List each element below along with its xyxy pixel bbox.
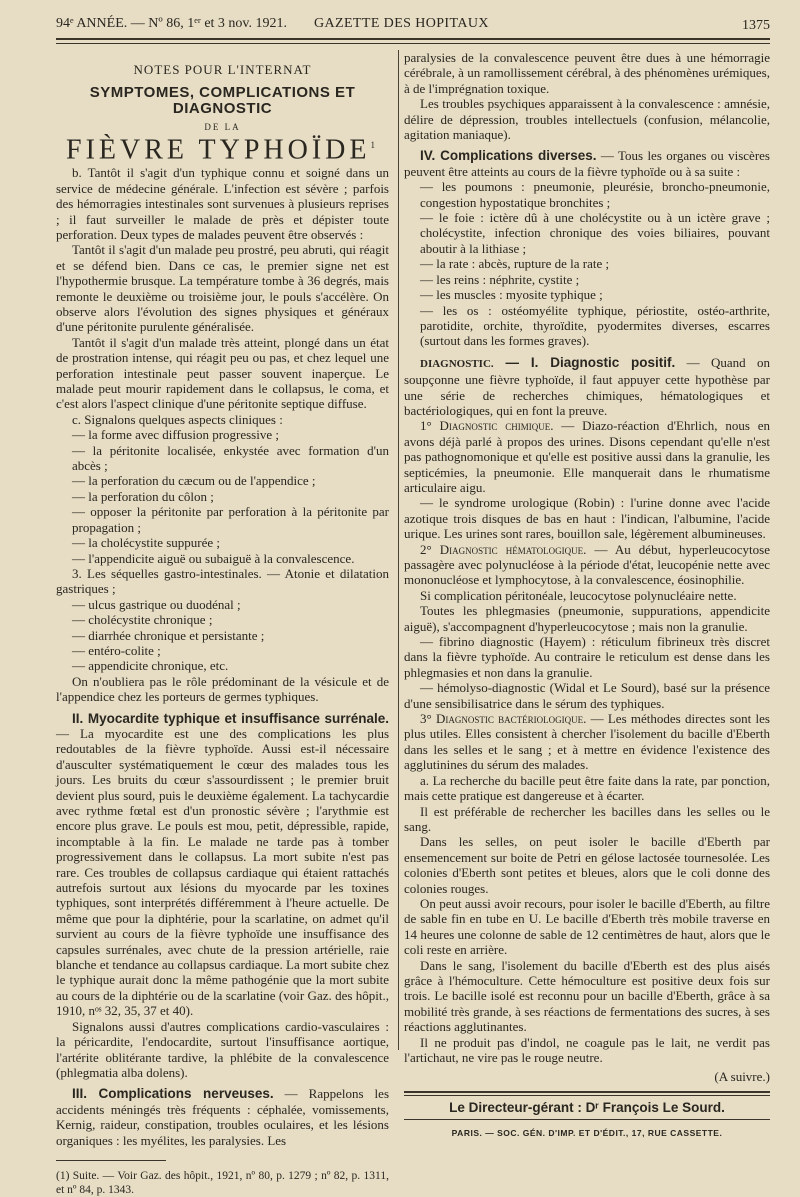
list-item: — appendicite chronique, etc.: [72, 658, 229, 674]
paragraph: b. Tantôt il s'agit d'un typhique connu et soigné dans un service de médecine générale. L'infection est sévère ; parfois des hémorragies intestinales sont survenues à plusieurs reprises ; il faut surveiller le malade de près et dépister toute perforation. Deux types de malades peuvent être observés :: [56, 165, 389, 242]
paragraph: 3. Les séquelles gastro-intestinales. — Atonie et dilatation gastriques ;: [56, 565, 389, 597]
list-item: — les muscles : myosite typhique ;: [420, 287, 603, 303]
page-number: 1375: [742, 18, 770, 33]
section-myocardite: II. Myocardite typhique et insuffisance surrénale. — La myocardite est une des complications les plus redoutables de la fièvre typhoïde. Aussi est-il nécessaire d'ausculter systématiquement le cœur des malades tous les jours. Les bruits du cœur s'assourdissent ; le premier bruit devient plus sourd, puis le deuxième également. La tachycardie avec rythme fœtal est d'un pronostic sévère ; l'arythmie est encore plus grave. Le pouls est mou, petit, dépressible, rapide, incomptable à la fin. Le malade ne tarde pas à tomber progressivement dans le collapsus. La mort subite n'est pas rare. Ces troubles de collapsus cardiaque qui étaient rattachés autrefois surtout aux lésions du myocarde par les toxines typhiques, sont interprétés différemment à l'heure actuelle. De même que pour la diphtérie, pour la scarlatine, on admet qu'il survient au cours de la fièvre typhoïde une insuffisance des capsules surrénales, avec chute de la pression artérielle, raie blanche et tendance au collapsus cardiaque. La mort subite chez le typhique aurait donc la même pathogénie que la mort subite au cours de la diphtérie ou de la scarlatine (voir Gaz. des hôpit., 1910, nᵒˢ 32, 35, 37 et 40).: [56, 710, 389, 1019]
list-item: — la forme avec diffusion progressive ;: [72, 427, 279, 443]
rubric: NOTES POUR L'INTERNAT: [133, 62, 312, 77]
list-3: [56, 597, 389, 674]
list-item: — les os : ostéomyélite typhique, périostite, ostéo-arthrite, parotidite, orchite, thyroïdite, pyodermites diverses, escarres (surtout dans les formes graves).: [420, 302, 770, 349]
paragraph: Toutes les phlegmasies (pneumonie, suppurations, appendicite aiguë), s'accompagnent d'hyperleucocytose ; mais non la granulie.: [404, 603, 770, 634]
paragraph: Dans le sang, l'isolement du bacille d'Eberth est des plus aisés grâce à l'hémoculture. Cette hémoculture est positive deux fois sur trois. Le bacille isolé est reconnu pour un bacille d'Eberth, grâce à sa mobilité très grande, à ses réactions de fermentations des sucres, à ses réactions agglutinantes.: [404, 957, 770, 1035]
header-rule: [56, 38, 770, 44]
list-item: — la péritonite localisée, enkystée avec formation d'un abcès ;: [72, 442, 389, 474]
section-diagnostic: DIAGNOSTIC. — I. Diagnostic positif. — Quand on soupçonne une fièvre typhoïde, il faut appuyer cette hypothèse par une série de recherches chimiques, hématologiques et bactériologiques, qui en font la preuve.: [404, 354, 770, 418]
left-column: [56, 58, 389, 1197]
paragraph: Il est préférable de rechercher les bacilles dans les selles ou le sang.: [404, 803, 770, 834]
list-c: [56, 427, 389, 566]
article-title-de: DE LA: [204, 122, 241, 133]
paragraph: paralysies de la convalescence peuvent être dues à une hémorragie cérébrale, à un ramollissement cérébral, à des phénomènes urémiques, à de l'imprégnation toxique.: [404, 50, 770, 96]
list-item: — entéro-colite ;: [72, 642, 161, 658]
paragraph: Signalons aussi d'autres complications cardio-vasculaires : la péricardite, l'endocardite, surtout l'insuffisance aortique, l'artérite oblitérante tardive, la phlébite de la convalescence (phlegmatia alba dolens).: [56, 1018, 389, 1080]
section-title: II. Myocardite typhique et insuffisance surrénale.: [72, 710, 389, 726]
section-title: III. Complications nerveuses.: [72, 1086, 274, 1102]
list-item: — la perforation du côlon ;: [72, 488, 214, 504]
paragraph: On n'oubliera pas le rôle prédominant de la vésicule et de l'appendice chez les porteurs de germes typhiques.: [56, 673, 389, 705]
paragraph: a. La recherche du bacille peut être faite dans la rate, par ponction, mais cette pratique est dangereuse et à écarter.: [404, 772, 770, 804]
printer-rule: [404, 1119, 770, 1120]
list-item: — ulcus gastrique ou duodénal ;: [72, 596, 241, 612]
section-title: IV. Complications diverses.: [420, 148, 597, 164]
list-4: [404, 179, 770, 348]
article-title: SYMPTOMES, COMPLICATIONS ET DIAGNOSTIC: [89, 84, 356, 117]
list-item: — opposer la péritonite par perforation à la péritonite par propagation ;: [72, 504, 389, 535]
list-item: — diarrhée chronique et persistante ;: [72, 627, 265, 643]
issue-info: 94ᵉ ANNÉE. — Nº 86, 1ᵉʳ et 3 nov. 1921.: [56, 16, 288, 31]
paragraph: Les troubles psychiques apparaissent à la convalescence : amnésie, délire de dépression, troubles intellectuels (confusion, mélancolie, agitation maniaque).: [404, 96, 770, 143]
article-title-main: FIÈVRE TYPHOÏDE$^1$: [66, 133, 379, 165]
section-nerveuses: III. Complications nerveuses. — Rappelons les accidents méningés très fréquents : céphalée, vomissements, Kernig, raideur, constipation, troubles oculaires, et les lésions organiques : les myélites, les paralysies. Les: [56, 1086, 389, 1148]
list-item: — les reins : néphrite, cystite ;: [420, 271, 580, 287]
to-be-continued: (A suivre.): [714, 1069, 770, 1085]
section-diverses: IV. Complications diverses. — Tous les organes ou viscères peuvent être atteints au cours de la fièvre typhoïde ou à sa suite :: [404, 148, 770, 179]
list-item: — l'appendicite aiguë ou subaiguë à la convalescence.: [72, 550, 355, 566]
diagnostic-hematologique: 2° Diagnostic hématologique. — Au début, hyperleucocytose passagère avec polynucléose à la période d'état, leucopénie nette avec mononucléose et lymphocytose, à la convalescence, éosinophilie.: [404, 541, 770, 588]
paragraph: On peut aussi avoir recours, pour isoler le bacille d'Eberth, au filtre de sable fin en tube en U. Le bacille d'Eberth très mobile traverse en 14 heures une colonne de sable de 12 centimètres de haut, alors que le coli reste en arrière.: [404, 895, 770, 958]
column-separator: [398, 50, 399, 1050]
footnote: (1) Suite. — Voir Gaz. des hôpit., 1921, nº 80, p. 1279 ; nº 82, p. 1311, et nº 84, p. 1343.: [56, 1169, 389, 1196]
footnote-ref: 1: [370, 139, 379, 150]
list-item: — la rate : abcès, rupture de la rate ;: [420, 256, 610, 272]
paragraph: Tantôt il s'agit d'un malade très atteint, plongé dans un état de prostration intense, qui réagit peu ou pas, et chez lequel une perforation intestinale peut passer souvent inaperçue. Le malade peut mourir rapidement dans le collapsus, le coma, et c'est alors l'aspect clinique d'une péritonite septique diffuse.: [56, 334, 389, 412]
signature: Le Directeur-gérant : Dʳ François Le Sourd.: [449, 1099, 725, 1115]
paragraph: — le syndrome urologique (Robin) : l'urine donne avec l'acide azotique trois disques de bas en haut : l'indican, l'albumine, l'acide urique. Les urines sont rares, bouillon sale, légèrement albumineuses.: [404, 495, 770, 542]
paragraph: — hémolyso-diagnostic (Widal et Le Sourd), basé sur la présence d'une sensibilisatrice dans le sérum des typhiques.: [404, 680, 770, 711]
paragraph: Il ne produit pas d'indol, ne coagule pas le lait, ne verdit pas l'artichaut, ne vire pas le rouge neutre.: [404, 1034, 770, 1065]
list-item: — les poumons : pneumonie, pleurésie, broncho-pneumonie, congestion hypostatique bronchites ;: [420, 179, 770, 210]
paragraph: — fibrino diagnostic (Hayem) : réticulum fibrineux très discret dans la fièvre typhoïde. Au contraire le reticulum est dense dans les phlegmasies et non dans la granulie.: [404, 634, 770, 680]
diagnostic-bacteriologique: 3° Diagnostic bactériologique. — Les méthodes directes sont les plus utiles. Elles consistent à chercher l'isolement du bacille d'Eberth dans les selles et le sang ; et à mettre en évidence l'existence des agglutinines du sérum des malades.: [404, 711, 770, 773]
journal-title: GAZETTE DES HOPITAUX: [314, 16, 489, 31]
diagnostic-chimique: 1° Diagnostic chimique. — Diazo-réaction d'Ehrlich, nous en avons déjà parlé à propos des urines. Disons cependant qu'elle n'est pas pathognomonique et qu'elle est positive aussi dans la granulie, les septicémies, la pneumonie. Elle manquerait dans le rhumatisme articulaire aigu.: [404, 418, 770, 495]
section-title: — I. Diagnostic positif.: [493, 354, 676, 370]
list-item: — cholécystite chronique ;: [72, 612, 213, 628]
printer-line: PARIS. — SOC. GÉN. D'IMP. ET D'ÉDIT., 17, RUE CASSETTE.: [451, 1128, 723, 1139]
paragraph: c. Signalons quelques aspects cliniques :: [72, 411, 283, 427]
running-header: [56, 14, 770, 36]
signature-rule: [404, 1091, 770, 1096]
list-item: — la perforation du cæcum ou de l'appendice ;: [72, 473, 316, 489]
right-column: [404, 50, 770, 1142]
paragraph: Si complication péritonéale, leucocytose polynucléaire nette.: [420, 587, 737, 603]
paragraph: Tantôt il s'agit d'un malade peu prostré, peu abruti, qui réagit et se défend bien. Dans ce cas, le premier signe net est l'hypothermie brusque. La température tombe à 36 degrés, mais remonte le deuxième ou troisième jour, le pouls s'accélère. On observe alors l'évolution des signes physiques et généraux d'une péritonite purulente généralisée.: [56, 242, 389, 335]
paragraph: Dans les selles, on peut isoler le bacille d'Eberth par ensemencement sur boite de Petri en gélose lactosée tournesolée. Les colonies d'Eberth sont petites et bleues, alors que le coli donne des colonies rouges.: [404, 834, 770, 896]
list-item: — le foie : ictère dû à une cholécystite ou à un ictère grave ; cholécystite, infection chronique des voies biliaires, pouvant aboutir à la lithiase ;: [420, 210, 770, 256]
diagnostic-label: DIAGNOSTIC.: [420, 357, 494, 370]
list-item: — la cholécystite suppurée ;: [72, 535, 221, 551]
footnote-rule: [56, 1160, 166, 1161]
